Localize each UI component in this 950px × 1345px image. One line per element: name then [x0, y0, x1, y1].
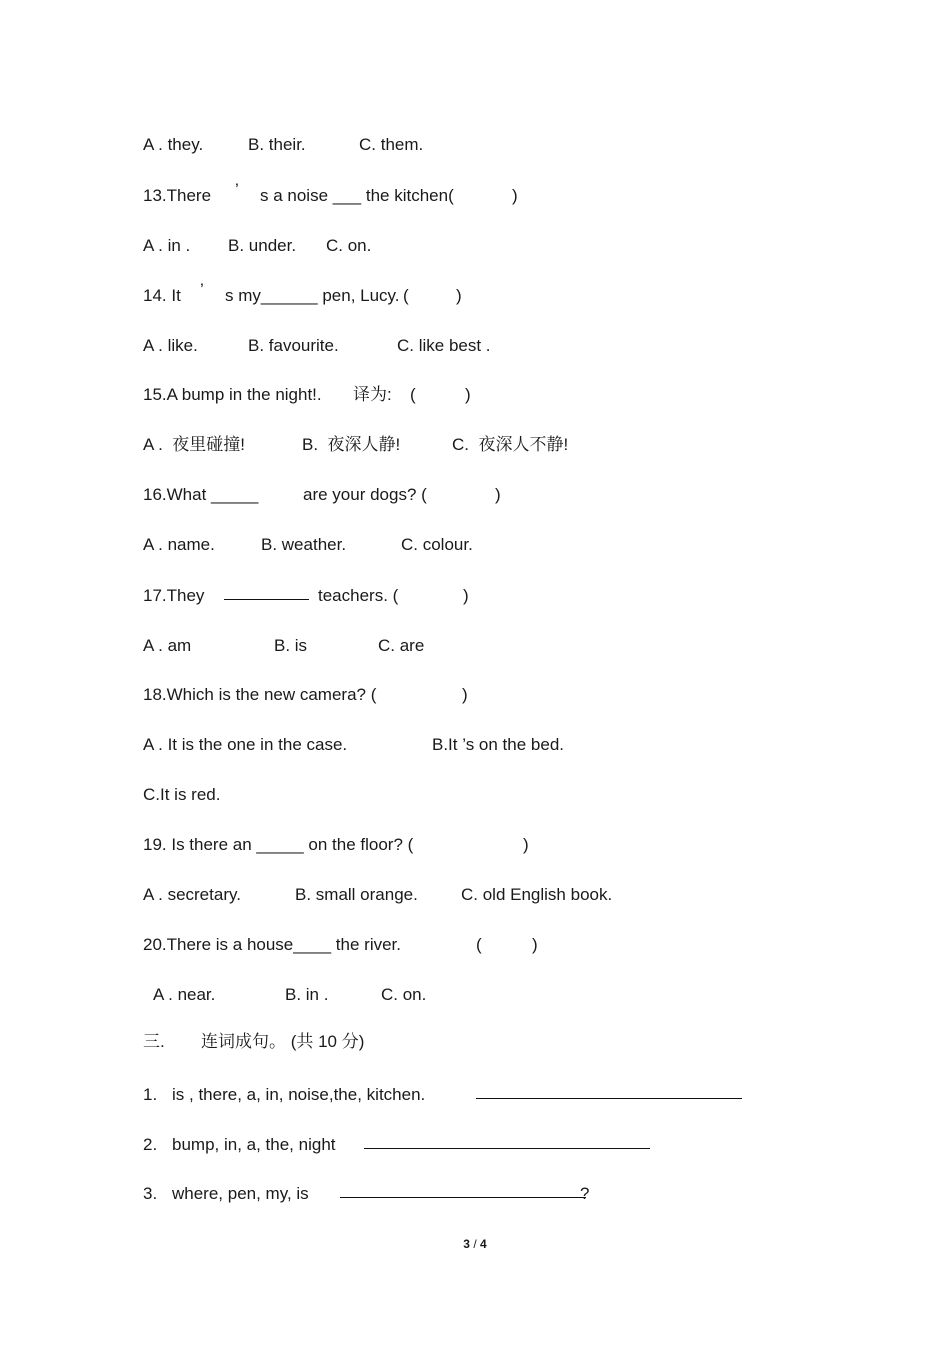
q20-text: 20.There is a house____ the river. [143, 935, 401, 954]
q15-option-b: B. 夜深人静! [302, 435, 401, 454]
s3-item1-answer-line [476, 1098, 742, 1099]
q13-paren-close: ) [512, 186, 518, 205]
s3-item3-number: 3. [143, 1184, 158, 1203]
q19-text: 19. Is there an _____ on the floor? ( [143, 835, 414, 854]
q16-text-a: 16.What _____ [143, 485, 259, 504]
s3-item3-answer-line [340, 1197, 586, 1198]
q17-option-c: C. are [378, 636, 425, 655]
s3-item3-question-mark: ? [580, 1184, 590, 1203]
q15-paren-open: ( [410, 385, 416, 404]
q15-paren-close: ) [465, 385, 471, 404]
q14-paren-open: ( [403, 286, 409, 305]
q16-paren-close: ) [495, 485, 501, 504]
q20-option-b: B. in . [285, 985, 329, 1004]
q18-option-b: B.It ’s on the bed. [432, 735, 564, 754]
q13-option-c: C. on. [326, 236, 372, 255]
q20-option-a: A . near. [153, 985, 216, 1004]
q18-text: 18.Which is the new camera? ( [143, 685, 377, 704]
q13-apostrophe: ’ [235, 180, 239, 199]
q12-option-a: A . they. [143, 135, 204, 154]
s3-item1-words: is , there, a, in, noise,the, kitchen. [172, 1085, 426, 1104]
page-total: 4 [480, 1237, 487, 1251]
q20-paren-open: ( [476, 935, 482, 954]
q13-text-a: 13.There [143, 186, 212, 205]
q15-option-a: A . 夜里碰撞! [143, 435, 246, 454]
q12-option-c: C. them. [359, 135, 424, 154]
q17-text-b: teachers. ( [318, 586, 399, 605]
s3-item2-number: 2. [143, 1135, 158, 1154]
q18-option-a: A . It is the one in the case. [143, 735, 348, 754]
q18-paren-close: ) [462, 685, 468, 704]
q14-option-a: A . like. [143, 336, 198, 355]
q16-option-a: A . name. [143, 535, 215, 554]
q14-text-b: s my______ pen, Lucy. [225, 286, 400, 305]
q14-paren-close: ) [456, 286, 462, 305]
page-separator: / [473, 1237, 477, 1251]
q13-text-b: s a noise ___ the kitchen( [260, 186, 454, 205]
q16-option-c: C. colour. [401, 535, 473, 554]
q17-option-b: B. is [274, 636, 308, 655]
s3-item3-words: where, pen, my, is [172, 1184, 309, 1203]
q14-text-a: 14. It [143, 286, 181, 305]
s3-item2-words: bump, in, a, the, night [172, 1135, 336, 1154]
q16-option-b: B. weather. [261, 535, 347, 554]
s3-item1-number: 1. [143, 1085, 158, 1104]
q17-option-a: A . am [143, 636, 192, 655]
q17-paren-close: ) [463, 586, 469, 605]
q15-translate-label: 译为: [353, 385, 392, 404]
q19-option-b: B. small orange. [295, 885, 418, 904]
q15-text: 15.A bump in the night!. [143, 385, 322, 404]
q20-option-c: C. on. [381, 985, 427, 1004]
q18-option-c: C.It is red. [143, 785, 221, 804]
q12-option-b: B. their. [248, 135, 306, 154]
q19-paren-close: ) [523, 835, 529, 854]
q14-apostrophe: ’ [200, 280, 204, 299]
page-number [0, 1237, 950, 1251]
section3-title: 连词成句。 (共 10 分) [201, 1032, 365, 1051]
q16-text-b: are your dogs? ( [303, 485, 427, 504]
q19-option-c: C. old English book. [461, 885, 613, 904]
q17-text-a: 17.They [143, 586, 205, 605]
section3-number: 三. [143, 1032, 165, 1051]
q17-answer-blank [224, 599, 309, 600]
q13-option-a: A . in . [143, 236, 191, 255]
q19-option-a: A . secretary. [143, 885, 241, 904]
q13-option-b: B. under. [228, 236, 297, 255]
q14-option-c: C. like best . [397, 336, 491, 355]
page-current: 3 [463, 1237, 470, 1251]
q15-option-c: C. 夜深人不静! [452, 435, 569, 454]
q20-paren-close: ) [532, 935, 538, 954]
s3-item2-answer-line [364, 1148, 650, 1149]
q14-option-b: B. favourite. [248, 336, 339, 355]
